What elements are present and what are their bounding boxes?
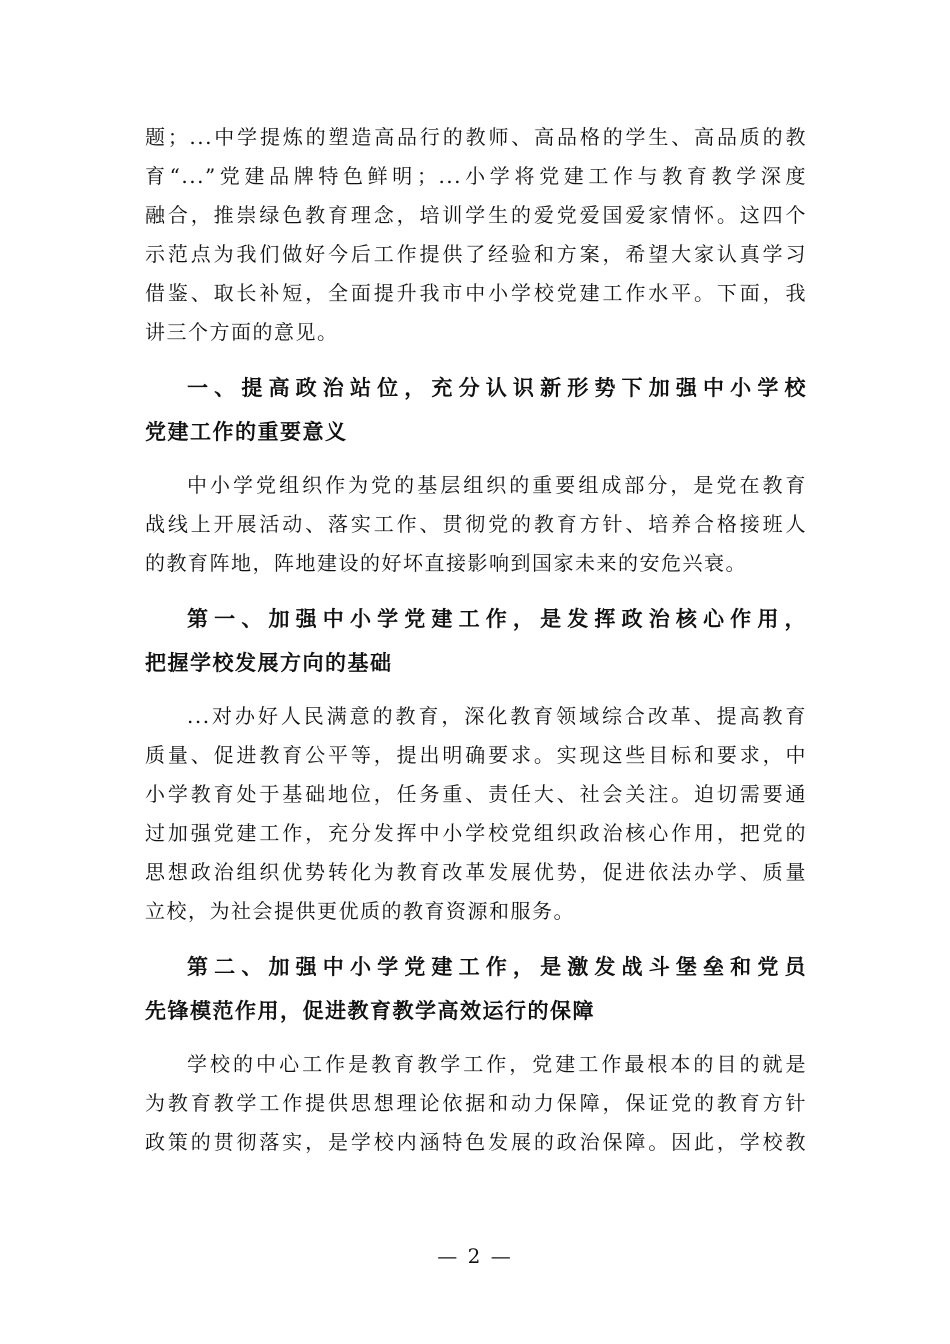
text-line: 融合，推崇绿色教育理念，培训学生的爱党爱国爱家情怀。这四个 xyxy=(145,203,807,227)
text-line: 中小学党组织作为党的基层组织的重要组成部分，是党在教育 xyxy=(187,473,807,497)
heading-line: 第一、加强中小学党建工作，是发挥政治核心作用， xyxy=(187,606,807,631)
section-heading-1 xyxy=(145,366,807,454)
text-line: 思想政治组织优势转化为教育改革发展优势，促进依法办学、质量 xyxy=(145,860,807,884)
text-line: 学校的中心工作是教育教学工作，党建工作最根本的目的就是 xyxy=(187,1052,807,1076)
text-line: 质量、促进教育公平等，提出明确要求。实现这些目标和要求，中 xyxy=(145,743,807,767)
text-line: 讲三个方面的意见。 xyxy=(145,320,339,344)
text-line: 为教育教学工作提供思想理论依据和动力保障，保证党的教育方针 xyxy=(145,1091,807,1115)
heading-line: 一、提高政治站位，充分认识新形势下加强中小学校 xyxy=(187,376,807,400)
subsection-heading-1 xyxy=(145,597,807,685)
heading-line: 先锋模范作用，促进教育教学高效运行的保障 xyxy=(145,998,595,1023)
text-line: 战线上开展活动、落实工作、贯彻党的教育方针、培养合格接班人 xyxy=(145,512,807,536)
paragraph-1 xyxy=(145,466,807,583)
text-line: 过加强党建工作，充分发挥中小学校党组织政治核心作用，把党的 xyxy=(145,821,807,845)
text-line: 立校，为社会提供更优质的教育资源和服务。 xyxy=(145,899,575,923)
heading-line: 把握学校发展方向的基础 xyxy=(145,650,393,675)
text-line: 政策的贯彻落实，是学校内涵特色发展的政治保障。因此，学校教 xyxy=(145,1130,807,1154)
paragraph-3 xyxy=(145,1045,807,1162)
heading-line: 党建工作的重要意义 xyxy=(145,420,348,444)
text-line: 育“...”党建品牌特色鲜明；...小学将党建工作与教育教学深度 xyxy=(145,164,807,188)
text-line: 示范点为我们做好今后工作提供了经验和方案，希望大家认真学习 xyxy=(145,242,807,266)
text-line: 的教育阵地，阵地建设的好坏直接影响到国家未来的安危兴衰。 xyxy=(145,551,747,575)
text-line: 借鉴、取长补短，全面提升我市中小学校党建工作水平。下面，我 xyxy=(145,281,807,305)
subsection-heading-2 xyxy=(145,945,807,1033)
text-line: 小学教育处于基础地位，任务重、责任大、社会关注。迫切需要通 xyxy=(145,782,807,806)
page-number: — 2 — xyxy=(437,1244,513,1268)
intro-paragraph xyxy=(145,118,807,352)
document-page xyxy=(145,118,807,1162)
heading-line: 第二、加强中小学党建工作，是激发战斗堡垒和党员 xyxy=(187,954,807,979)
text-line: ...对办好人民满意的教育，深化教育领域综合改革、提高教育 xyxy=(187,704,807,728)
paragraph-2 xyxy=(145,697,807,931)
text-line: 题；...中学提炼的塑造高品行的教师、高品格的学生、高品质的教 xyxy=(145,125,807,149)
